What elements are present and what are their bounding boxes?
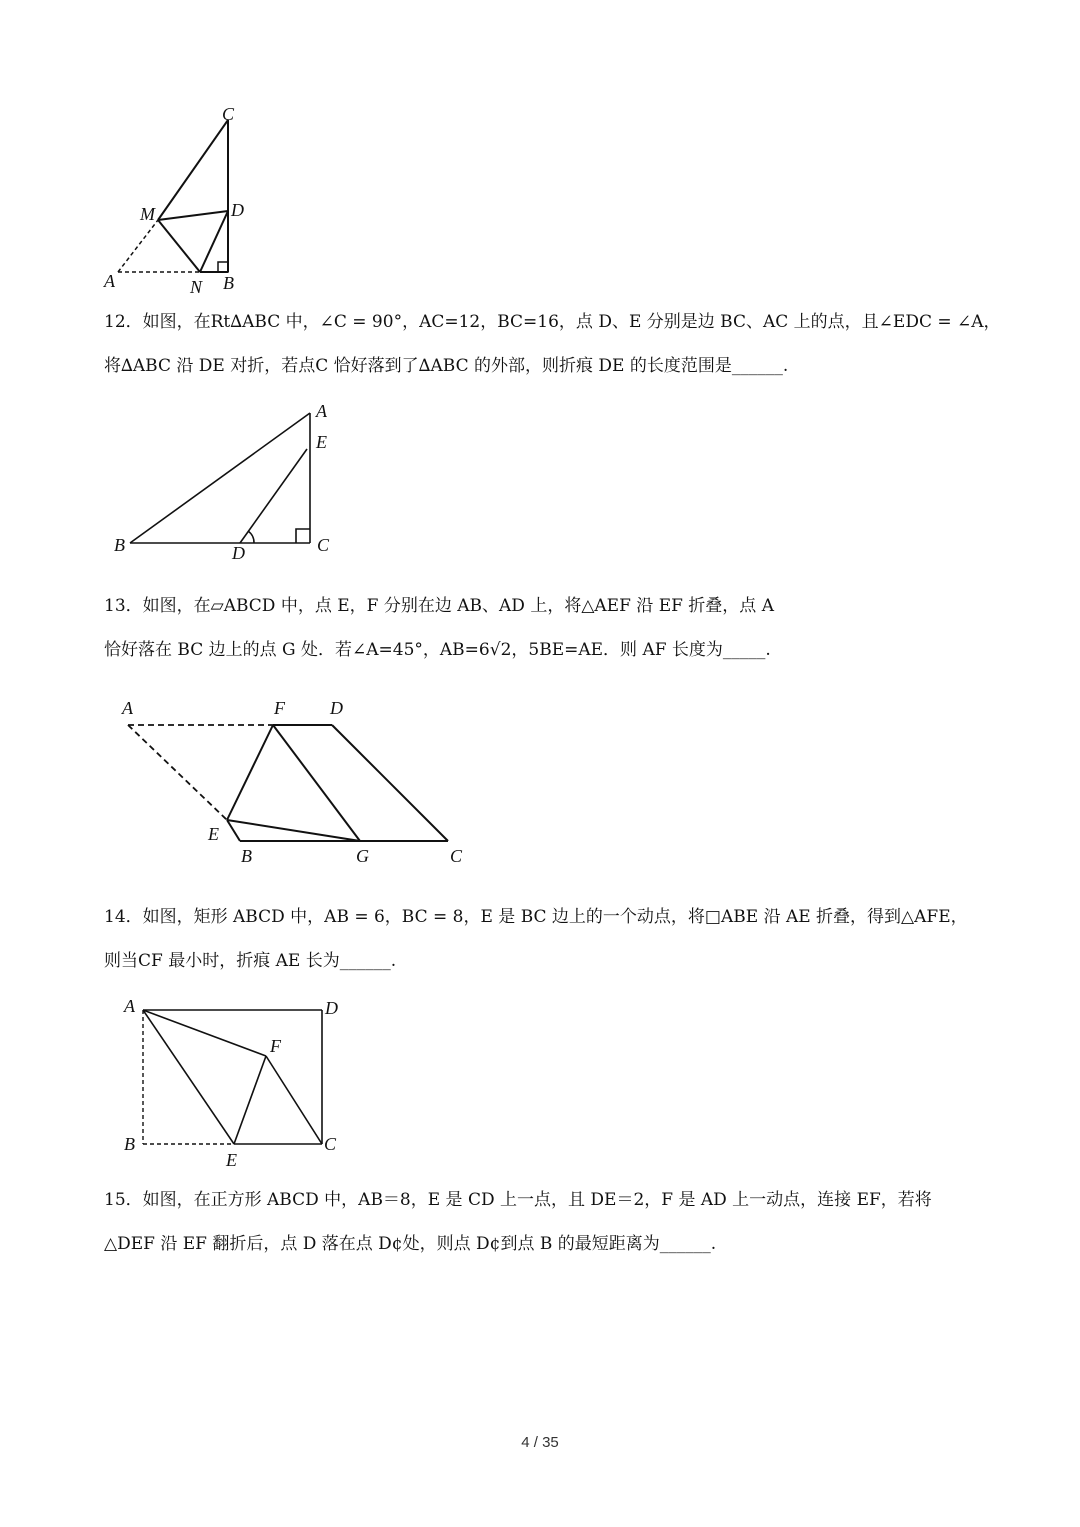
label-b: B <box>223 273 234 293</box>
question-14-line2: 则当CF 最小时，折痕 AE 长为______. <box>104 951 397 971</box>
edge-mn <box>158 220 200 272</box>
label-d: D <box>231 200 244 220</box>
edge-ae <box>143 1010 234 1144</box>
question-14 <box>104 895 968 983</box>
question-13 <box>104 584 774 672</box>
edge-eb <box>227 820 240 841</box>
edge-cm <box>158 120 228 220</box>
dashed-am <box>118 220 158 272</box>
question-13-line1: 13．如图，在▱ABCD 中，点 E，F 分别在边 AB、AD 上，将△AEF 沿 EF 折叠，点 A <box>104 596 774 616</box>
label-b: B <box>114 535 125 555</box>
figure-12 <box>100 395 350 565</box>
label-d: D <box>325 998 338 1018</box>
label-c: C <box>222 104 235 124</box>
question-15-line2: △DEF 沿 EF 翻折后，点 D 落在点 D¢处，则点 D¢到点 B 的最短距离为______. <box>104 1234 717 1254</box>
figure-13 <box>110 690 480 870</box>
label-b: B <box>124 1134 135 1154</box>
edge-af <box>143 1010 266 1056</box>
edge-fg <box>273 725 360 841</box>
question-14-line1: 14．如图，矩形 ABCD 中，AB = 6，BC = 8，E 是 BC 边上的一个动点，将□ABE 沿 AE 折叠，得到△AFE， <box>104 907 968 927</box>
label-c: C <box>317 535 330 555</box>
label-a: A <box>124 996 135 1016</box>
edge-fc <box>266 1056 322 1144</box>
edge-fe <box>234 1056 266 1144</box>
edge-fe <box>227 725 273 820</box>
page-number: 4 / 35 <box>521 1434 559 1451</box>
question-12-line2: 将∆ABC 沿 DE 对折，若点C 恰好落到了∆ABC 的外部，则折痕 DE 的长度范围是______. <box>104 356 789 376</box>
question-12-line1: 12．如图，在Rt∆ABC 中，∠C = 90°，AC=12，BC=16，点 D、E 分别是边 BC、AC 上的点，且∠EDC = ∠A， <box>104 312 1001 332</box>
right-angle-mark <box>218 262 228 272</box>
edge-dc <box>332 725 448 841</box>
label-m: M <box>140 204 155 224</box>
label-d: D <box>232 543 245 563</box>
label-a: A <box>104 271 115 291</box>
dashed-ae <box>128 725 227 820</box>
label-d: D <box>330 698 343 718</box>
label-c: C <box>324 1134 337 1154</box>
label-e: E <box>208 824 219 844</box>
question-15 <box>104 1178 932 1266</box>
label-e: E <box>226 1150 237 1170</box>
label-f: F <box>274 698 285 718</box>
right-angle-mark <box>296 529 310 543</box>
label-a: A <box>122 698 133 718</box>
label-g: G <box>356 846 369 866</box>
label-n: N <box>190 277 203 295</box>
edge-md <box>158 211 228 220</box>
angle-arc <box>248 531 254 543</box>
edge-ab <box>130 413 310 543</box>
label-b: B <box>241 846 252 866</box>
edge-eg <box>227 820 360 841</box>
label-f: F <box>270 1036 281 1056</box>
label-e: E <box>316 432 327 452</box>
label-a: A <box>316 401 327 421</box>
label-c: C <box>450 846 463 866</box>
question-12 <box>104 300 1001 388</box>
question-15-line1: 15．如图，在正方形 ABCD 中，AB＝8，E 是 CD 上一点，且 DE＝2，F 是 AD 上一动点，连接 EF，若将 <box>104 1190 932 1210</box>
figure-11 <box>90 95 270 295</box>
figure-14 <box>110 990 360 1170</box>
question-13-line2: 恰好落在 BC 边上的点 G 处．若∠A=45°，AB=6√2，5BE=AE．则 AF 长度为_____. <box>104 640 771 660</box>
edge-nd <box>200 211 228 272</box>
